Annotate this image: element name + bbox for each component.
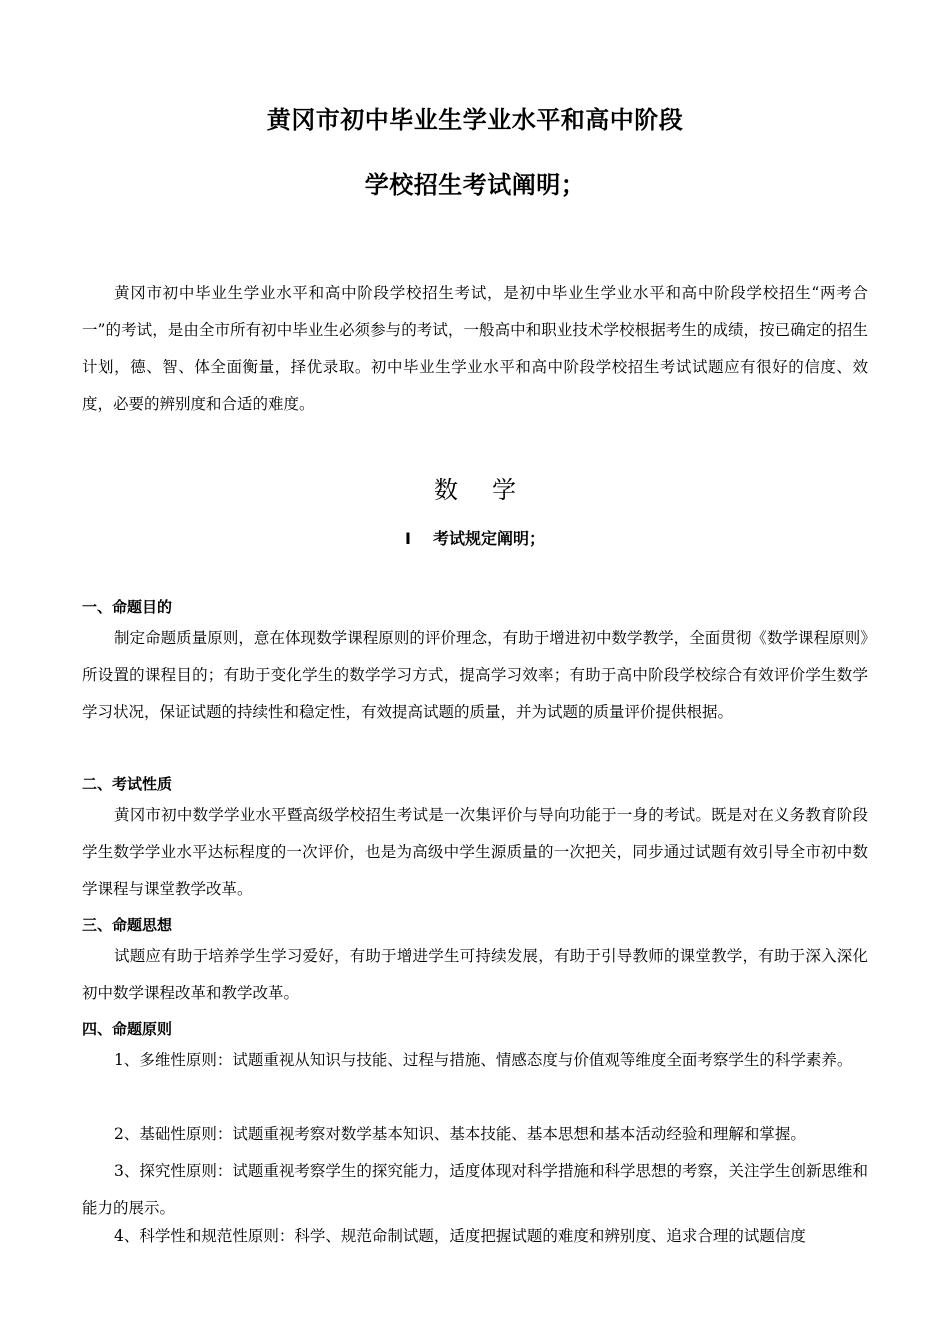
section-title [0, 526, 950, 549]
paragraph-purpose: 制定命题质量原则，意在体现数学课程原则的评价理念，有助于增进初中数学教学，全面贯彻《数学课程原则》所设置的课程目的；有助于变化学生的数学学习方式，提高学习效率；有助于高中阶段学校综合有效评价学生数学学习状况，保证试题的持续性和稳定性，有效提高试题的质量，并为试题的质量评价提供根据。 [82, 629, 868, 721]
subject-heading: 数学 [434, 476, 550, 504]
doc-title-line1: 黄冈市初中毕业生学业水平和高中阶段 [266, 106, 684, 134]
intro-paragraph: 黄冈市初中毕业生学业水平和高中阶段学校招生考试，是初中毕业生学业水平和高中阶段学校招生“两考合一”的考试，是由全市所有初中毕业生必须参与的考试，一般高中和职业技术学校根据考生的成绩，按已确定的招生计划，德、智、体全面衡量，择优录取。初中毕业生学业水平和高中阶段学校招生考试试题应有很好的信度、效度，必要的辨别度和合适的难度。 [82, 284, 868, 413]
section-title-text: 考试规定阐明； [432, 529, 545, 548]
heading-nature: 二、考试性质 [82, 775, 173, 793]
principle-item-2: 2、基础性原则：试题重视考察对数学基本知识、基本技能、基本思想和基本活动经验和理解和掌握。 [114, 1125, 806, 1143]
heading-thought: 三、命题思想 [82, 916, 173, 934]
principle-item-1: 1、多维性原则：试题重视从知识与技能、过程与措施、情感态度与价值观等维度全面考察学生的科学素养。 [114, 1051, 853, 1069]
heading-purpose: 一、命题目的 [82, 598, 173, 616]
principle-item-4: 4、科学性和规范性原则：科学、规范命制试题，适度把握试题的难度和辨别度、追求合理的试题信度 [114, 1227, 806, 1245]
paragraph-nature: 黄冈市初中数学学业水平暨高级学校招生考试是一次集评价与导向功能于一身的考试。既是对在义务教育阶段学生数学学业水平达标程度的一次评价，也是为高级中学生源质量的一次把关，同步通过试题有效引导全市初中数学课程与课堂教学改革。 [82, 806, 868, 898]
heading-principles: 四、命题原则 [82, 1020, 173, 1038]
paragraph-thought: 试题应有助于培养学生学习爱好，有助于增进学生可持续发展，有助于引导教师的课堂教学，有助于深入深化初中数学课程改革和教学改革。 [82, 947, 868, 1002]
principle-item-3: 3、探究性原则：试题重视考察学生的探究能力，适度体现对科学措施和科学思想的考察，关注学生创新思维和能力的展示。 [82, 1162, 868, 1217]
doc-title-line2: 学校招生考试阐明； [364, 171, 586, 199]
section-number: Ⅰ [405, 529, 411, 548]
